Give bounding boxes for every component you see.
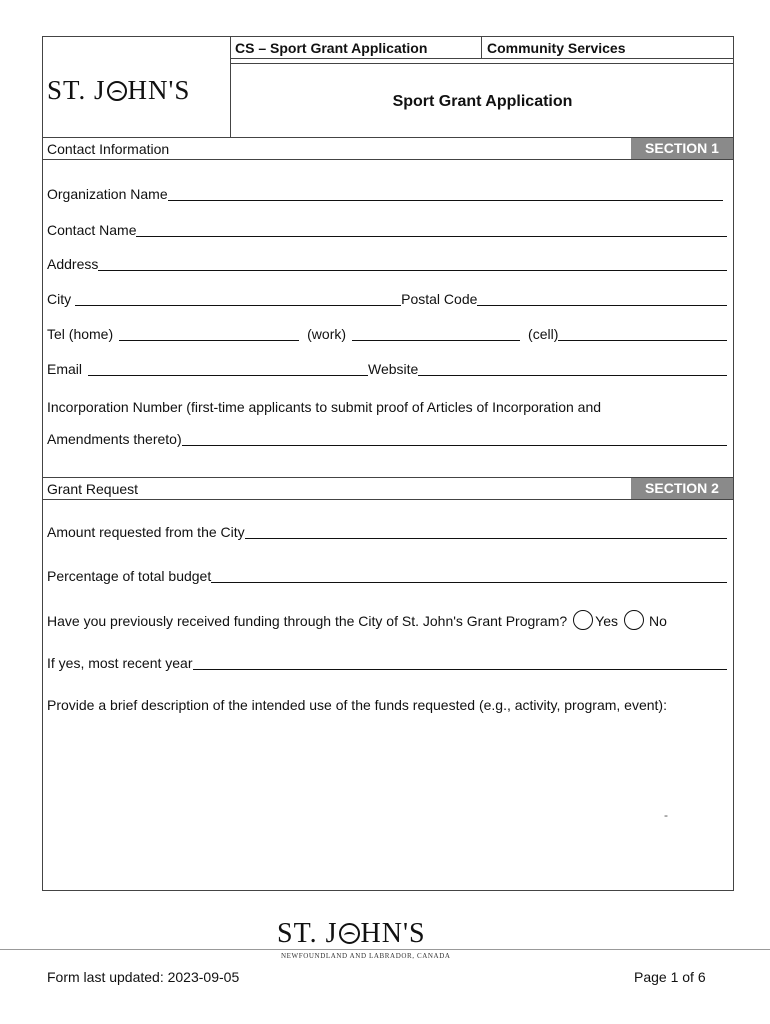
percentage-budget-field[interactable] xyxy=(211,582,727,583)
section-2-label: Grant Request xyxy=(47,481,139,497)
page-number: Page 1 of 6 xyxy=(634,969,706,985)
contact-name-field[interactable] xyxy=(136,236,727,237)
footer-logo-left: ST. J xyxy=(277,918,338,949)
footer-logo-right: HN'S xyxy=(360,918,426,949)
contact-name-label: Contact Name xyxy=(47,222,137,238)
incorporation-field[interactable] xyxy=(182,445,727,446)
yes-radio[interactable] xyxy=(573,610,593,630)
telephone-row xyxy=(47,325,727,343)
tel-home-label: Tel (home) xyxy=(47,326,114,342)
description-prompt-row xyxy=(47,696,727,714)
website-label: Website xyxy=(368,361,419,377)
incorporation-label-1: Incorporation Number (first-time applicants to submit proof of Articles of Incorporation and xyxy=(47,399,602,415)
previous-funding-question: Have you previously received funding through the City of St. John's Grant Program? xyxy=(47,613,568,629)
email-website-row xyxy=(47,360,727,378)
organization-name-field[interactable] xyxy=(168,200,723,201)
address-field[interactable] xyxy=(98,270,727,271)
section-2-tag: SECTION 2 xyxy=(631,478,733,499)
description-prompt: Provide a brief description of the intended use of the funds requested (e.g., activity, program, event): xyxy=(47,697,667,713)
contact-name-row xyxy=(47,221,727,239)
header-row xyxy=(231,37,734,59)
amount-requested-label: Amount requested from the City xyxy=(47,524,245,540)
description-area[interactable] xyxy=(47,721,729,886)
form-updated-date: Form last updated: 2023-09-05 xyxy=(47,969,240,985)
incorporation-row-1 xyxy=(47,398,727,416)
percentage-budget-row xyxy=(47,567,727,585)
tel-cell-label: (cell) xyxy=(528,326,559,342)
organization-name-row xyxy=(47,185,723,203)
percentage-budget-label: Percentage of total budget xyxy=(47,568,212,584)
stray-dash: - xyxy=(664,808,668,822)
tel-work-label: (work) xyxy=(307,326,347,342)
logo-text-right: HN'S xyxy=(127,75,191,105)
no-label: No xyxy=(649,613,667,629)
city-field[interactable] xyxy=(75,305,401,306)
doc-code: CS – Sport Grant Application xyxy=(235,40,428,56)
department: Community Services xyxy=(487,40,626,56)
email-label: Email xyxy=(47,361,83,377)
tel-work-field[interactable] xyxy=(352,340,520,341)
section-1-tag: SECTION 1 xyxy=(631,138,733,159)
address-row xyxy=(47,255,727,273)
recent-year-row xyxy=(47,654,727,672)
tel-cell-field[interactable] xyxy=(558,340,727,341)
recent-year-field[interactable] xyxy=(193,669,728,670)
city-postal-row xyxy=(47,290,727,308)
header-logo-cell xyxy=(43,37,231,138)
city-label: City xyxy=(47,291,72,307)
header-double-rule xyxy=(231,63,734,64)
recent-year-label: If yes, most recent year xyxy=(47,655,193,671)
address-label: Address xyxy=(47,256,99,272)
st-johns-logo xyxy=(47,75,190,106)
yes-label: Yes xyxy=(595,613,619,629)
section-1-bar xyxy=(43,138,733,160)
amount-requested-field[interactable] xyxy=(245,538,727,539)
postal-code-label: Postal Code xyxy=(401,291,478,307)
amount-requested-row xyxy=(47,523,727,541)
email-field[interactable] xyxy=(88,375,368,376)
footer-logo-subtitle: NEWFOUNDLAND AND LABRADOR, CANADA xyxy=(281,952,451,960)
previous-funding-row xyxy=(47,610,727,630)
header-info xyxy=(231,37,734,138)
logo-text-left: ST. J xyxy=(47,75,106,105)
no-radio[interactable] xyxy=(624,610,644,630)
logo-o-icon xyxy=(107,81,127,101)
organization-name-label: Organization Name xyxy=(47,186,168,202)
footer-logo-o-icon xyxy=(339,923,360,944)
header-divider xyxy=(481,37,482,59)
footer-logo xyxy=(277,918,426,950)
section-2-bar xyxy=(43,477,733,500)
tel-home-field[interactable] xyxy=(119,340,299,341)
page-title: Sport Grant Application xyxy=(392,93,573,110)
incorporation-label-2: Amendments thereto) xyxy=(47,431,182,447)
form-frame xyxy=(42,36,734,891)
website-field[interactable] xyxy=(418,375,727,376)
footer-rule xyxy=(0,949,770,950)
postal-code-field[interactable] xyxy=(477,305,727,306)
section-1-label: Contact Information xyxy=(47,141,170,157)
incorporation-row-2 xyxy=(47,430,727,448)
